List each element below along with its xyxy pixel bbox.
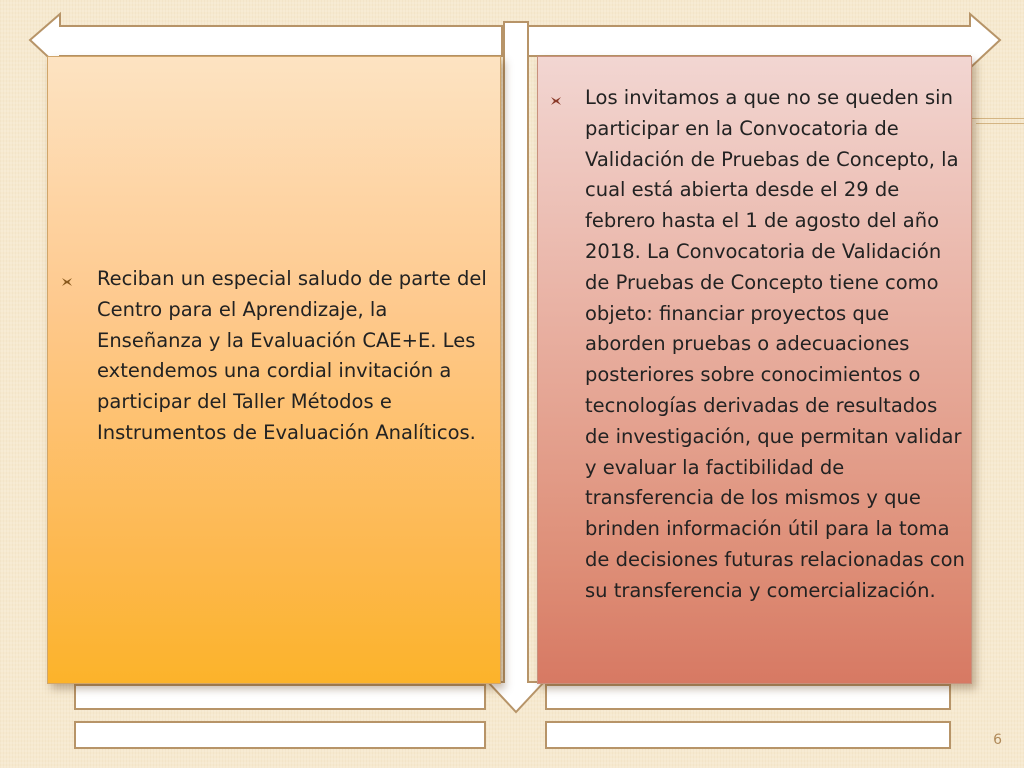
slide-number: 6 [993,732,1002,748]
bottom-box-left-2 [74,721,486,749]
bottom-box-right-1 [545,684,951,710]
left-panel-text: Reciban un especial saludo de parte del Centro para el Aprendizaje, la Enseñanza y la Evaluación CAE+E. Les extendemos una cordial invitación a participar del Taller Métodos e Instrumentos de Evaluación Analíticos. [97,267,487,444]
bottom-box-left-1 [74,684,486,710]
x-bullet-icon [60,275,74,289]
right-panel-text: Los invitamos a que no se queden sin participar en la Convocatoria de Validación de Pruebas de Concepto, la cual está abierta desde el 29 de febrero hasta el 1 de agosto del año 2018. La Convocatoria de Validación de Pruebas de Concepto tiene como objeto: financiar proyectos que aborden pruebas o adecuaciones posteriores sobre conocimientos o tecnologías derivadas de resultados de investigación, que permitan validar y evaluar la factibilidad de transferencia de los mismos y que brinden información útil para la toma de decisiones futuras relacionadas con su transferencia y comercialización. [585,86,965,602]
decorative-line [968,118,1024,119]
decorative-line [976,123,1024,124]
bottom-box-right-2 [545,721,951,749]
x-bullet-icon [549,94,563,108]
